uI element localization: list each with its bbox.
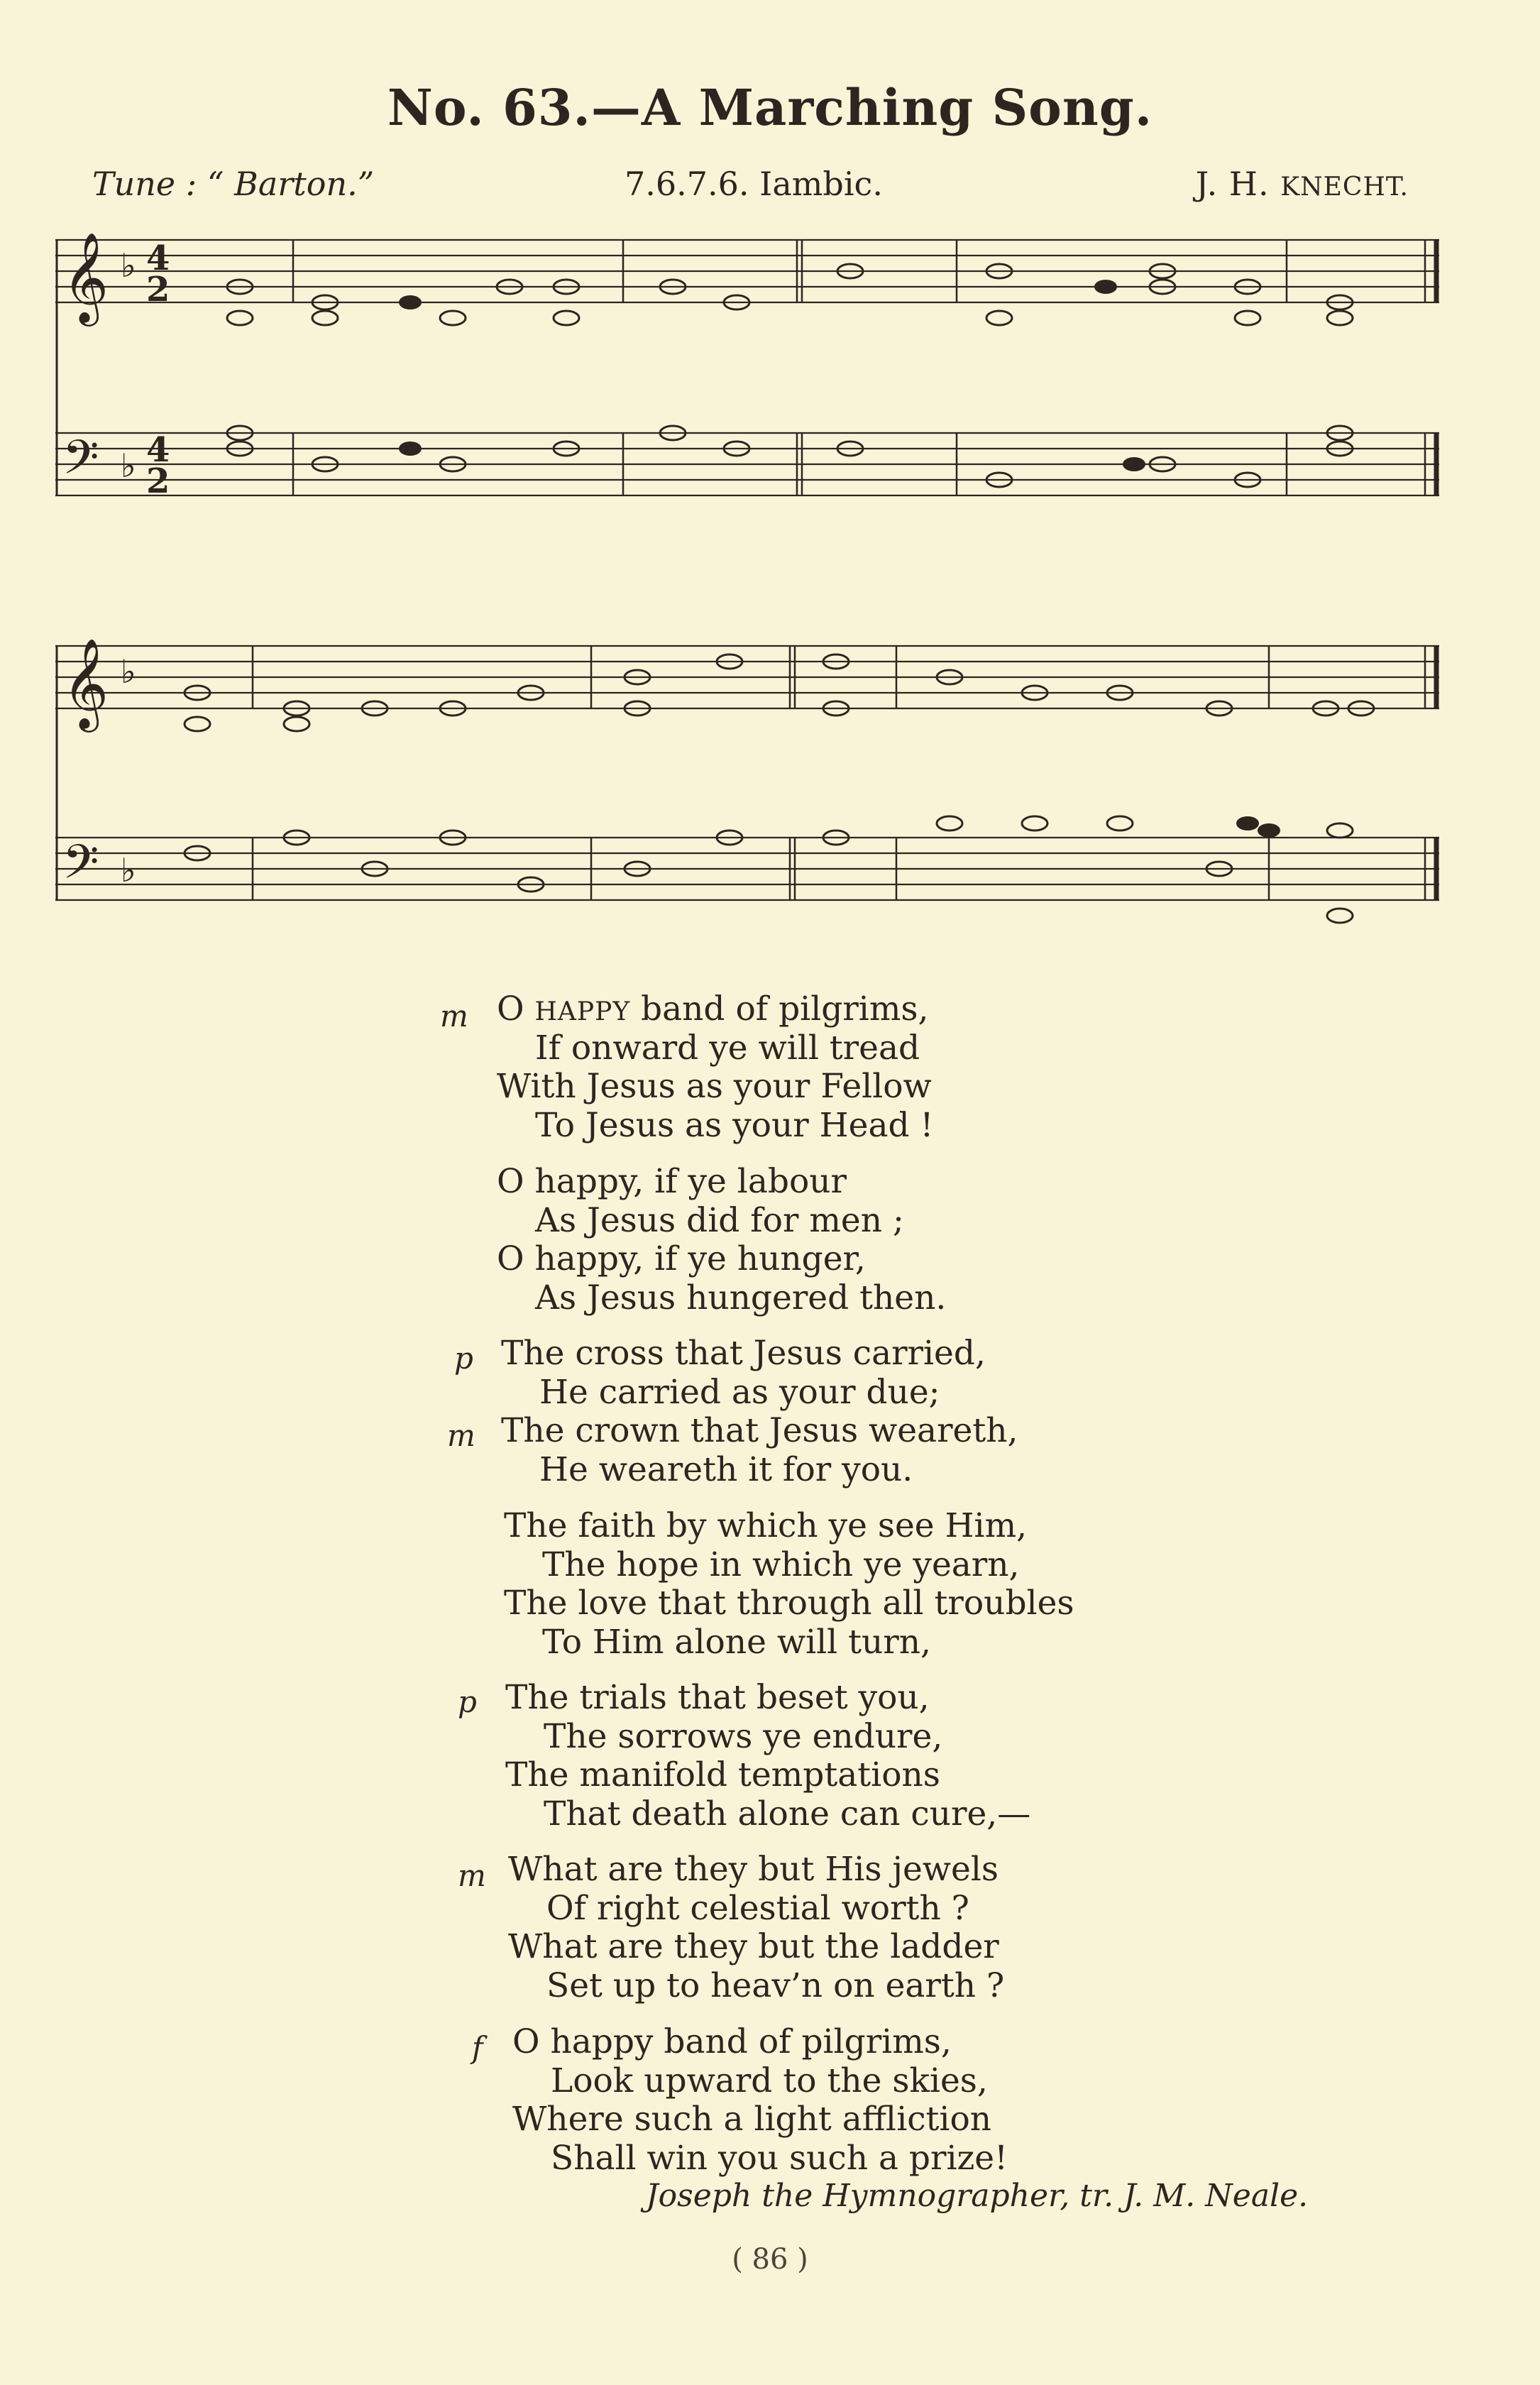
tune-label — [92, 165, 374, 203]
verse-line: The manifold temptations — [505, 1755, 940, 1794]
music-system-1 — [55, 227, 1461, 525]
verse-line: As Jesus did for men ; — [535, 1200, 904, 1240]
verse-line: He weareth it for you. — [539, 1449, 913, 1489]
flat-bass-1: ♭ — [121, 446, 136, 485]
treble-clef-2: 𝄞 — [62, 637, 109, 728]
time-sig-bottom-1: 2 — [146, 270, 170, 309]
bass-staff-1 — [55, 433, 1439, 495]
verse-line: To Jesus as your Head ! — [535, 1105, 934, 1145]
flat-1: ♭ — [121, 246, 136, 285]
verse-5 — [505, 1679, 1030, 1833]
bass-clef-2: 𝄢 — [62, 835, 99, 901]
dynamic-marking: f — [472, 2030, 483, 2065]
verse-6 — [508, 1851, 1004, 2005]
verse-7 — [512, 2023, 1008, 2178]
verse-line: The love that through all troubles — [504, 1584, 1074, 1623]
tune-name: “ Barton.” — [207, 165, 375, 203]
verse-line: The trials that beset you, — [505, 1678, 930, 1717]
verse-line: The faith by which ye see Him, — [504, 1506, 1028, 1545]
verse-line: What are they but the ladder — [508, 1927, 999, 1966]
verse-line: The sorrows ye endure, — [544, 1716, 943, 1756]
dynamic-marking: p — [458, 1684, 477, 1719]
verse-line: Shall win you such a prize! — [551, 2138, 1008, 2178]
verse-line: What are they but His jewels — [508, 1850, 999, 1889]
time-sig-top-1: 4 — [146, 238, 170, 278]
composer-name: KNECHT. — [1280, 172, 1409, 202]
verse-line: As Jesus hungered then. — [535, 1278, 947, 1317]
verse-line: O happy, if ye hunger, — [497, 1239, 866, 1278]
treble-clef-1: 𝄞 — [62, 231, 109, 322]
verse-1 — [497, 990, 933, 1145]
page-number: ( 86 ) — [732, 2243, 808, 2276]
verse-4 — [504, 1507, 1074, 1662]
verse-line: Where such a light affliction — [512, 2100, 992, 2139]
dynamic-marking: m — [440, 999, 468, 1034]
treble-staff-1 — [55, 240, 1439, 302]
verse-line: O happy band of pilgrims, — [512, 2022, 952, 2061]
verse-line: The crown that Jesus weareth, — [501, 1411, 1018, 1450]
flat-2: ♭ — [121, 652, 136, 691]
verse-line: The hope in which ye yearn, — [542, 1545, 1020, 1584]
dynamic-marking: m — [447, 1418, 475, 1453]
verse-line: If onward ye will tread — [535, 1028, 920, 1068]
verse-line: Of right celestial worth ? — [546, 1888, 969, 1928]
verse-line: O happy, if ye labour — [497, 1162, 847, 1201]
verse-line: The cross that Jesus carried, — [501, 1334, 986, 1373]
verse-line: With Jesus as your Fellow — [497, 1067, 932, 1106]
composer-initials: J. H. — [1195, 165, 1270, 203]
notes-system-1 — [227, 264, 1353, 487]
verse-line: Set up to heav’n on earth ? — [546, 1965, 1005, 2005]
verse-2 — [497, 1163, 946, 1317]
meter: 7.6.7.6. Iambic. — [625, 165, 883, 203]
composer — [1196, 165, 1409, 203]
verse-line: That death alone can cure,— — [544, 1794, 1031, 1833]
time-sig-bass-top-1: 4 — [146, 430, 170, 470]
treble-staff-2 — [55, 646, 1439, 708]
verse-line: Look upward to the skies, — [551, 2061, 988, 2100]
dynamic-marking: m — [458, 1858, 486, 1893]
verse-line: To Him alone will turn, — [542, 1622, 931, 1662]
page-title: No. 63.—A Marching Song. — [387, 78, 1153, 137]
music-system-2 — [55, 625, 1461, 937]
attribution: Joseph the Hymnographer, tr. J. M. Neale. — [646, 2178, 1309, 2214]
verse-line: He carried as your due; — [539, 1372, 940, 1412]
flat-bass-2: ♭ — [121, 851, 136, 889]
verse-3 — [501, 1334, 1018, 1489]
verse-line: O HAPPY band of pilgrims, — [497, 989, 929, 1029]
notes-system-2 — [185, 654, 1374, 923]
bass-clef-1: 𝄢 — [62, 430, 99, 496]
tune-prefix: Tune : — [92, 165, 197, 203]
dynamic-marking: p — [454, 1341, 473, 1376]
time-sig-bass-bottom-1: 2 — [146, 461, 170, 501]
